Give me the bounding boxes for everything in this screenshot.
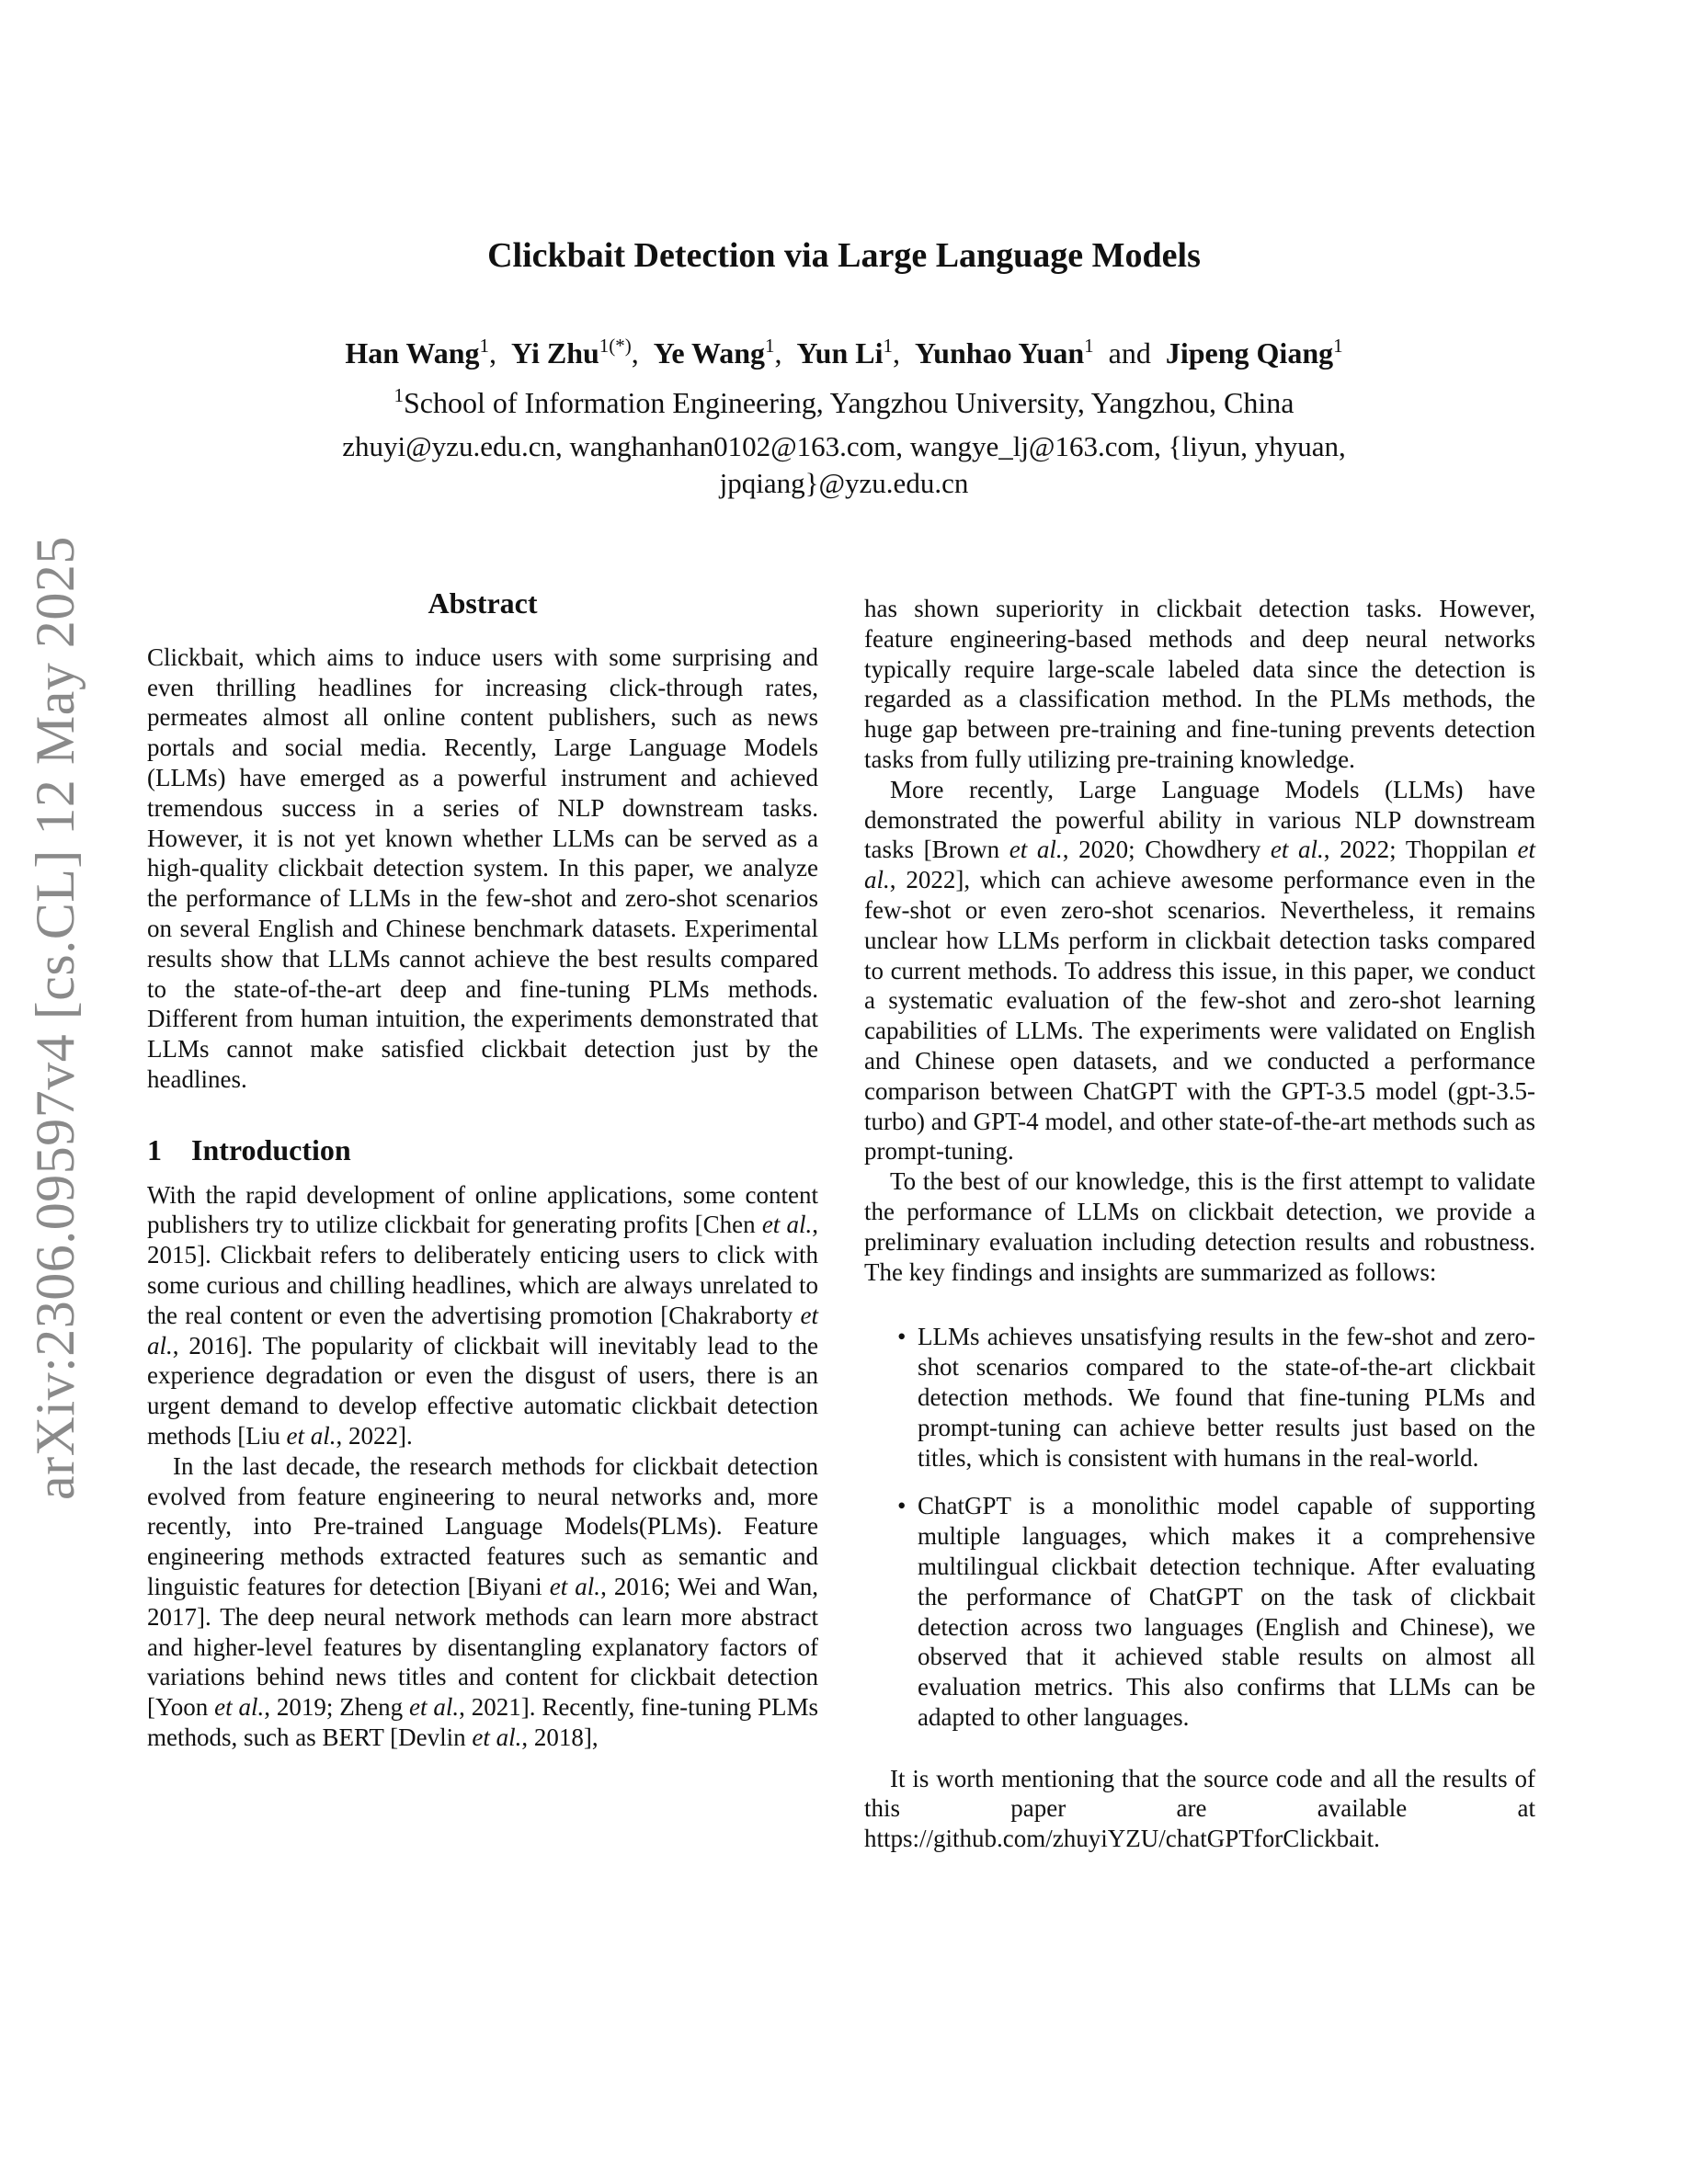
author-affiliation-mark: 1 (1333, 335, 1343, 357)
intro-paragraph: More recently, Large Language Models (LLMs) have demonstrated the powerful ability in various NLP downstream tasks [Brown et al., 2020; Chowdhery et al., 2022; Thoppilan et al., 2022], which can achieve awesome performance even in the few-shot or even zero-shot scenarios. Nevertheless, it remains unclear how LLMs perform in clickbait detection tasks compared to current methods. To address this issue, in this paper, we conduct a systematic evaluation of the few-shot and zero-shot learning capabilities of LLMs. The experiments were validated on English and Chinese open datasets, and we conducted a performance comparison between ChatGPT with the GPT-3.5 model (gpt-3.5-turbo) and GPT-4 model, and other state-of-the-art methods such as prompt-tuning. (864, 775, 1535, 1166)
intro-paragraph: To the best of our knowledge, this is the first attempt to validate the performance of LLMs on clickbait detection, we provide a preliminary evaluation including detection results and robustness. The key findings and insights are summarized as follows: (864, 1167, 1535, 1286)
email-line: zhuyi@yzu.edu.cn, wanghanhan0102@163.com, wangye_lj@163.com, {liyun, yhyuan, (342, 430, 1346, 462)
arxiv-identifier: arXiv:2306.09597v4 [cs.CL] 12 May 2025 (25, 536, 86, 1500)
section-heading-introduction (147, 1132, 818, 1166)
section-title: Introduction (191, 1132, 351, 1166)
left-column (147, 588, 818, 1753)
abstract-text: Clickbait, which aims to induce users with some surprising and even thrilling headlines for increasing click-through rates, permeates almost all online content publishers, such as news portals and social media. Recently, Large Language Models (LLMs) have emerged as a powerful instrument and achieved tremendous success in a series of NLP downstream tasks. However, it is not yet known whether LLMs can be served as a high-quality clickbait detection system. In this paper, we analyze the performance of LLMs in the few-shot and zero-shot scenarios on several English and Chinese benchmark datasets. Experimental results show that LLMs cannot achieve the best results compared to the state-of-the-art deep and fine-tuning PLMs methods. Different from human intuition, the experiments demonstrated that LLMs cannot make satisfied clickbait detection just by the headlines. (147, 643, 818, 1093)
code-availability-paragraph: It is worth mentioning that the source code and all the results of this paper are available at https://github.com/zhuyiYZU/chatGPTforClickbait. (864, 1764, 1535, 1853)
author-affiliation-mark: 1(*) (599, 335, 632, 357)
affiliation-text: School of Information Engineering, Yangzhou University, Yangzhou, China (404, 386, 1295, 419)
arxiv-sidebar (24, 536, 86, 1555)
bullet-icon: • (897, 1492, 907, 1520)
author-name: Yun Li (796, 336, 884, 370)
paper-title: Clickbait Detection via Large Language Models (487, 236, 1201, 275)
affiliation-mark: 1 (393, 384, 404, 406)
right-column (864, 594, 1535, 1854)
author-affiliation-mark: 1 (883, 335, 893, 357)
list-item: • ChatGPT is a monolithic model capable of supporting multiple languages, which makes it a comprehensive multilingual clickbait detection technique. After evaluating the performance of ChatGPT on the task of clickbait detection across two languages (English and Chinese), we observed that it achieved stable results on almost all evaluation metrics. This also confirms that LLMs can be adapted to other languages. (897, 1492, 1535, 1731)
affiliation (0, 386, 1688, 420)
section-number: 1 (147, 1132, 162, 1166)
author-affiliation-mark: 1 (1084, 335, 1094, 357)
bullet-icon: • (897, 1323, 907, 1351)
author-name: Yi Zhu (511, 336, 599, 370)
author-conjunction: and (1108, 336, 1151, 370)
author-affiliation-mark: 1 (479, 335, 490, 357)
list-item: • LLMs achieves unsatisfying results in the few-shot and zero-shot scenarios compared to the state-of-the-art clickbait detection methods. We found that fine-tuning PLMs and prompt-tuning can achieve better results just based on the titles, which is consistent with humans in the real-world. (897, 1323, 1535, 1472)
author-name: Yunhao Yuan (915, 336, 1085, 370)
author-list: Han Wang$^1$, Yi Zhu$^{1(*)}$, Ye Wang$^1$, Yun Li$^1$, Yunhao Yuan$^1$ and Jipeng Qiang$^1$ (345, 335, 1343, 370)
intro-paragraph: With the rapid development of online applications, some content publishers try to utilize clickbait for generating profits [Chen et al., 2015]. Clickbait refers to deliberately enticing users to click with some curious and chilling headlines, which are always unrelated to the real content or even the advertising promotion [Chakraborty et al., 2016]. The popularity of clickbait will inevitably lead to the experience degradation or even the disgust of users, there is an urgent demand to develop effective automatic clickbait detection methods [Liu et al., 2022]. (147, 1180, 818, 1450)
author-emails (0, 428, 1688, 502)
key-findings-list (864, 1322, 1535, 1732)
author-name: Ye Wang (653, 336, 765, 370)
abstract-heading: Abstract (428, 586, 538, 620)
author-name: Jipeng Qiang (1165, 336, 1334, 370)
intro-paragraph: has shown superiority in clickbait detection tasks. However, feature engineering-based methods and deep neural networks typically require large-scale labeled data since the detection is regarded as a classification method. In the PLMs methods, the huge gap between pre-training and fine-tuning prevents detection tasks from fully utilizing pre-training knowledge. (864, 595, 1535, 773)
author-affiliation-mark: 1 (765, 335, 775, 357)
author-name: Han Wang (345, 336, 480, 370)
intro-paragraph: In the last decade, the research methods for clickbait detection evolved from feature engineering to neural networks and, more recently, into Pre-trained Language Models(PLMs). Feature engineering methods extracted features such as semantic and linguistic features for detection [Biyani et al., 2016; Wei and Wan, 2017]. The deep neural network methods can learn more abstract and higher-level features by disentangling explanatory factors of variations behind news titles and content for clickbait detection [Yoon et al., 2019; Zheng et al., 2021]. Recently, fine-tuning PLMs methods, such as BERT [Devlin et al., 2018], (147, 1451, 818, 1751)
email-line: jpqiang}@yzu.edu.cn (719, 467, 969, 499)
